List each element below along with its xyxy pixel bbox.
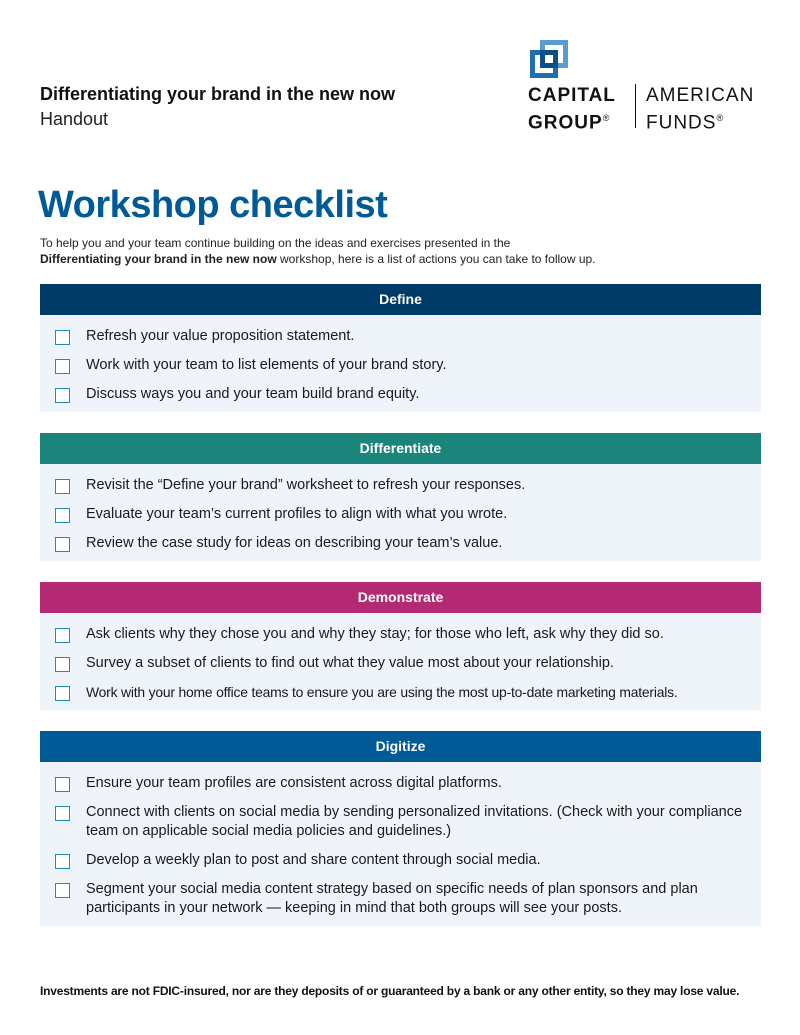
capital-group-logo-mark-icon (530, 40, 568, 78)
intro-text (40, 235, 760, 267)
header-title: Differentiating your brand in the new now (40, 84, 396, 104)
checklist-item (40, 534, 761, 553)
header-subtitle: Handout (40, 109, 109, 129)
checklist-item-text: Refresh your value proposition statement. (86, 328, 355, 344)
section-differentiate-header: Differentiate (40, 433, 761, 464)
section-digitize (40, 731, 761, 926)
checkbox[interactable] (55, 657, 70, 672)
checklist-item-text: Survey a subset of clients to find out what they value most about your relationship. (86, 655, 614, 671)
checklist-item (40, 683, 761, 702)
logo-american-funds-text (646, 84, 754, 134)
checkbox[interactable] (55, 508, 70, 523)
checklist-item (40, 774, 761, 793)
checkbox[interactable] (55, 777, 70, 792)
checklist-item-text: Ensure your team profiles are consistent across digital platforms. (86, 775, 502, 791)
checklist-item (40, 803, 761, 841)
logo-funds: FUNDS (646, 112, 717, 134)
checklist-item-text: Review the case study for ideas on describing your team’s value. (86, 535, 503, 551)
checklist-item (40, 327, 761, 346)
checkbox[interactable] (55, 537, 70, 552)
checklist-item-text: Segment your social media content strategy based on specific needs of plan sponsors and plan participants in your network — keeping in mind that both groups will see your posts. (86, 881, 698, 916)
logo-registered-mark: ® (602, 113, 611, 123)
checkbox[interactable] (55, 359, 70, 374)
section-digitize-header: Digitize (40, 731, 761, 762)
logo-divider (635, 84, 636, 128)
checkbox[interactable] (55, 854, 70, 869)
section-demonstrate-header: Demonstrate (40, 582, 761, 613)
section-demonstrate (40, 582, 761, 710)
checklist-item (40, 625, 761, 644)
logo-capital-group-text (528, 84, 616, 134)
section-differentiate (40, 433, 761, 561)
section-define (40, 284, 761, 412)
checklist-item-text: Ask clients why they chose you and why they stay; for those who left, ask why they did so. (86, 626, 664, 642)
checkbox[interactable] (55, 806, 70, 821)
checklist-item (40, 851, 761, 870)
checklist-item (40, 356, 761, 375)
checklist-item-text: Work with your team to list elements of your brand story. (86, 357, 447, 373)
checklist-item-text: Evaluate your team’s current profiles to align with what you wrote. (86, 506, 508, 522)
checklist-item (40, 476, 761, 495)
checklist-item (40, 385, 761, 404)
checkbox[interactable] (55, 686, 70, 701)
checklist-item-text: Work with your home office teams to ensure you are using the most up-to-date marketing materials. (86, 684, 678, 700)
footer-disclaimer: Investments are not FDIC-insured, nor are they deposits of or guaranteed by a bank or any other entity, so they may lose value. (40, 984, 740, 998)
logo-american: AMERICAN (646, 85, 755, 106)
checklist-item (40, 505, 761, 524)
checkbox[interactable] (55, 883, 70, 898)
checklist-item-text: Revisit the “Define your brand” worksheet to refresh your responses. (86, 477, 526, 493)
intro-line1: To help you and your team continue building on the ideas and exercises presented in the (40, 236, 511, 250)
company-logo (528, 40, 768, 135)
checklist-item (40, 880, 761, 918)
checklist-item-text: Discuss ways you and your team build brand equity. (86, 386, 420, 402)
checkbox[interactable] (55, 628, 70, 643)
intro-workshop-name: Differentiating your brand in the new now (40, 252, 277, 266)
logo-registered-mark-2: ® (716, 113, 725, 123)
page-title: Workshop checklist (38, 184, 388, 226)
checklist-item-text: Connect with clients on social media by sending personalized invitations. (Check with your compliance team on applicable social media policies and guidelines.) (86, 804, 743, 839)
checkbox[interactable] (55, 479, 70, 494)
checklist-item (40, 654, 761, 673)
logo-capital: CAPITAL (528, 85, 616, 106)
intro-line2: workshop, here is a list of actions you can take to follow up. (276, 252, 596, 266)
logo-group: GROUP (528, 112, 603, 134)
checklist-item-text: Develop a weekly plan to post and share content through social media. (86, 852, 541, 868)
checkbox[interactable] (55, 330, 70, 345)
section-define-header: Define (40, 284, 761, 315)
checkbox[interactable] (55, 388, 70, 403)
